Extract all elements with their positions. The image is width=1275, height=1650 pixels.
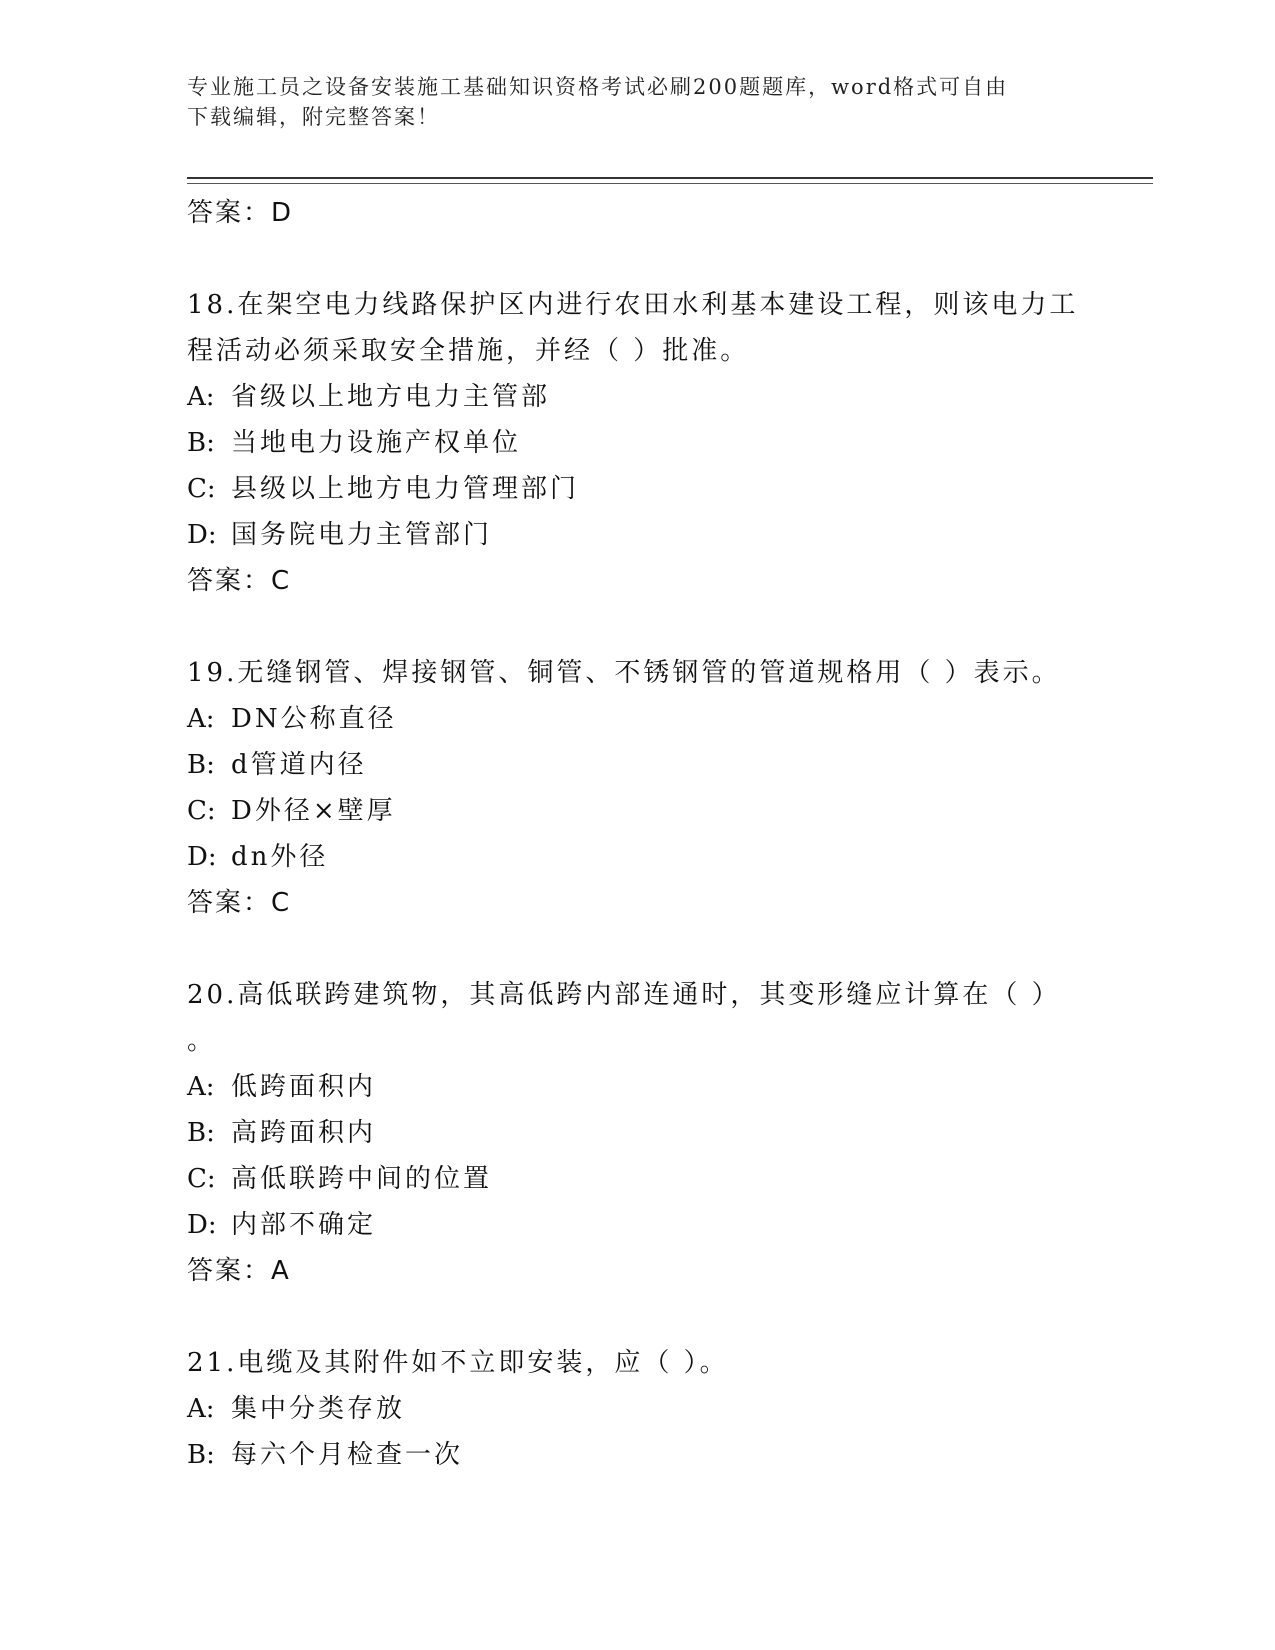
option-c [187, 1156, 1087, 1202]
option-text: 省级以上地方电力主管部 [231, 382, 551, 412]
option-letter: C: [187, 474, 216, 504]
option-c [187, 788, 1087, 834]
spacer [187, 1294, 1087, 1340]
option-letter: C: [187, 1164, 216, 1194]
option-b [187, 1432, 1087, 1478]
document-header [187, 72, 1067, 132]
option-text: 高跨面积内 [231, 1118, 377, 1148]
question-stem: 19.无缝钢管、焊接钢管、铜管、不锈钢管的管道规格用（ ）表示。 [187, 658, 1061, 688]
spacer [187, 926, 1087, 972]
option-text: 每六个月检查一次 [231, 1440, 464, 1470]
answer-line: 答案：A [187, 1256, 291, 1286]
option-text: 低跨面积内 [231, 1072, 377, 1102]
question-19 [187, 650, 1087, 926]
option-d [187, 1202, 1087, 1248]
option-letter: A: [187, 704, 215, 734]
option-letter: D: [187, 842, 217, 872]
option-d [187, 512, 1087, 558]
option-letter: B: [187, 1440, 215, 1470]
spacer [187, 236, 1087, 282]
question-20 [187, 972, 1087, 1294]
question-stem: 21.电缆及其附件如不立即安装，应（ ）。 [187, 1348, 729, 1378]
option-letter: A: [187, 382, 215, 412]
option-text: 内部不确定 [231, 1210, 377, 1240]
option-letter: C: [187, 796, 216, 826]
header-line-2: 下载编辑，附完整答案！ [187, 105, 440, 129]
question-stem: 程活动必须采取安全措施，并经（ ）批准。 [187, 336, 750, 366]
option-text: DN公称直径 [231, 704, 397, 734]
option-b [187, 420, 1087, 466]
header-line-1: 专业施工员之设备安装施工基础知识资格考试必刷200题题库，word格式可自由 [187, 75, 1009, 99]
option-b [187, 742, 1087, 788]
header-divider-thick [187, 177, 1153, 179]
option-b [187, 1110, 1087, 1156]
option-letter: B: [187, 750, 215, 780]
option-a [187, 374, 1087, 420]
option-text: D外径×壁厚 [231, 796, 396, 826]
question-18 [187, 282, 1087, 604]
option-letter: B: [187, 1118, 215, 1148]
question-list [187, 190, 1087, 1478]
option-text: 高低联跨中间的位置 [231, 1164, 493, 1194]
answer-line: 答案：C [187, 888, 292, 918]
option-text: 县级以上地方电力管理部门 [231, 474, 580, 504]
option-letter: A: [187, 1394, 215, 1424]
option-a [187, 1064, 1087, 1110]
answer-line: 答案：C [187, 566, 292, 596]
question-21 [187, 1340, 1087, 1478]
option-text: 国务院电力主管部门 [231, 520, 493, 550]
option-letter: B: [187, 428, 215, 458]
option-text: dn外径 [231, 842, 329, 872]
option-c [187, 466, 1087, 512]
option-letter: D: [187, 1210, 217, 1240]
question-stem: 20.高低联跨建筑物，其高低跨内部连通时，其变形缝应计算在（ ） [187, 980, 1061, 1010]
option-a [187, 696, 1087, 742]
option-text: 集中分类存放 [231, 1394, 406, 1424]
spacer [187, 604, 1087, 650]
option-d [187, 834, 1087, 880]
header-divider-thin [187, 183, 1153, 184]
question-stem: 。 [187, 1026, 217, 1056]
option-text: d管道内径 [231, 750, 367, 780]
previous-answer: 答案：D [187, 198, 294, 228]
option-letter: A: [187, 1072, 215, 1102]
option-letter: D: [187, 520, 217, 550]
option-a [187, 1386, 1087, 1432]
question-stem: 18.在架空电力线路保护区内进行农田水利基本建设工程，则该电力工 [187, 290, 1079, 320]
option-text: 当地电力设施产权单位 [231, 428, 522, 458]
